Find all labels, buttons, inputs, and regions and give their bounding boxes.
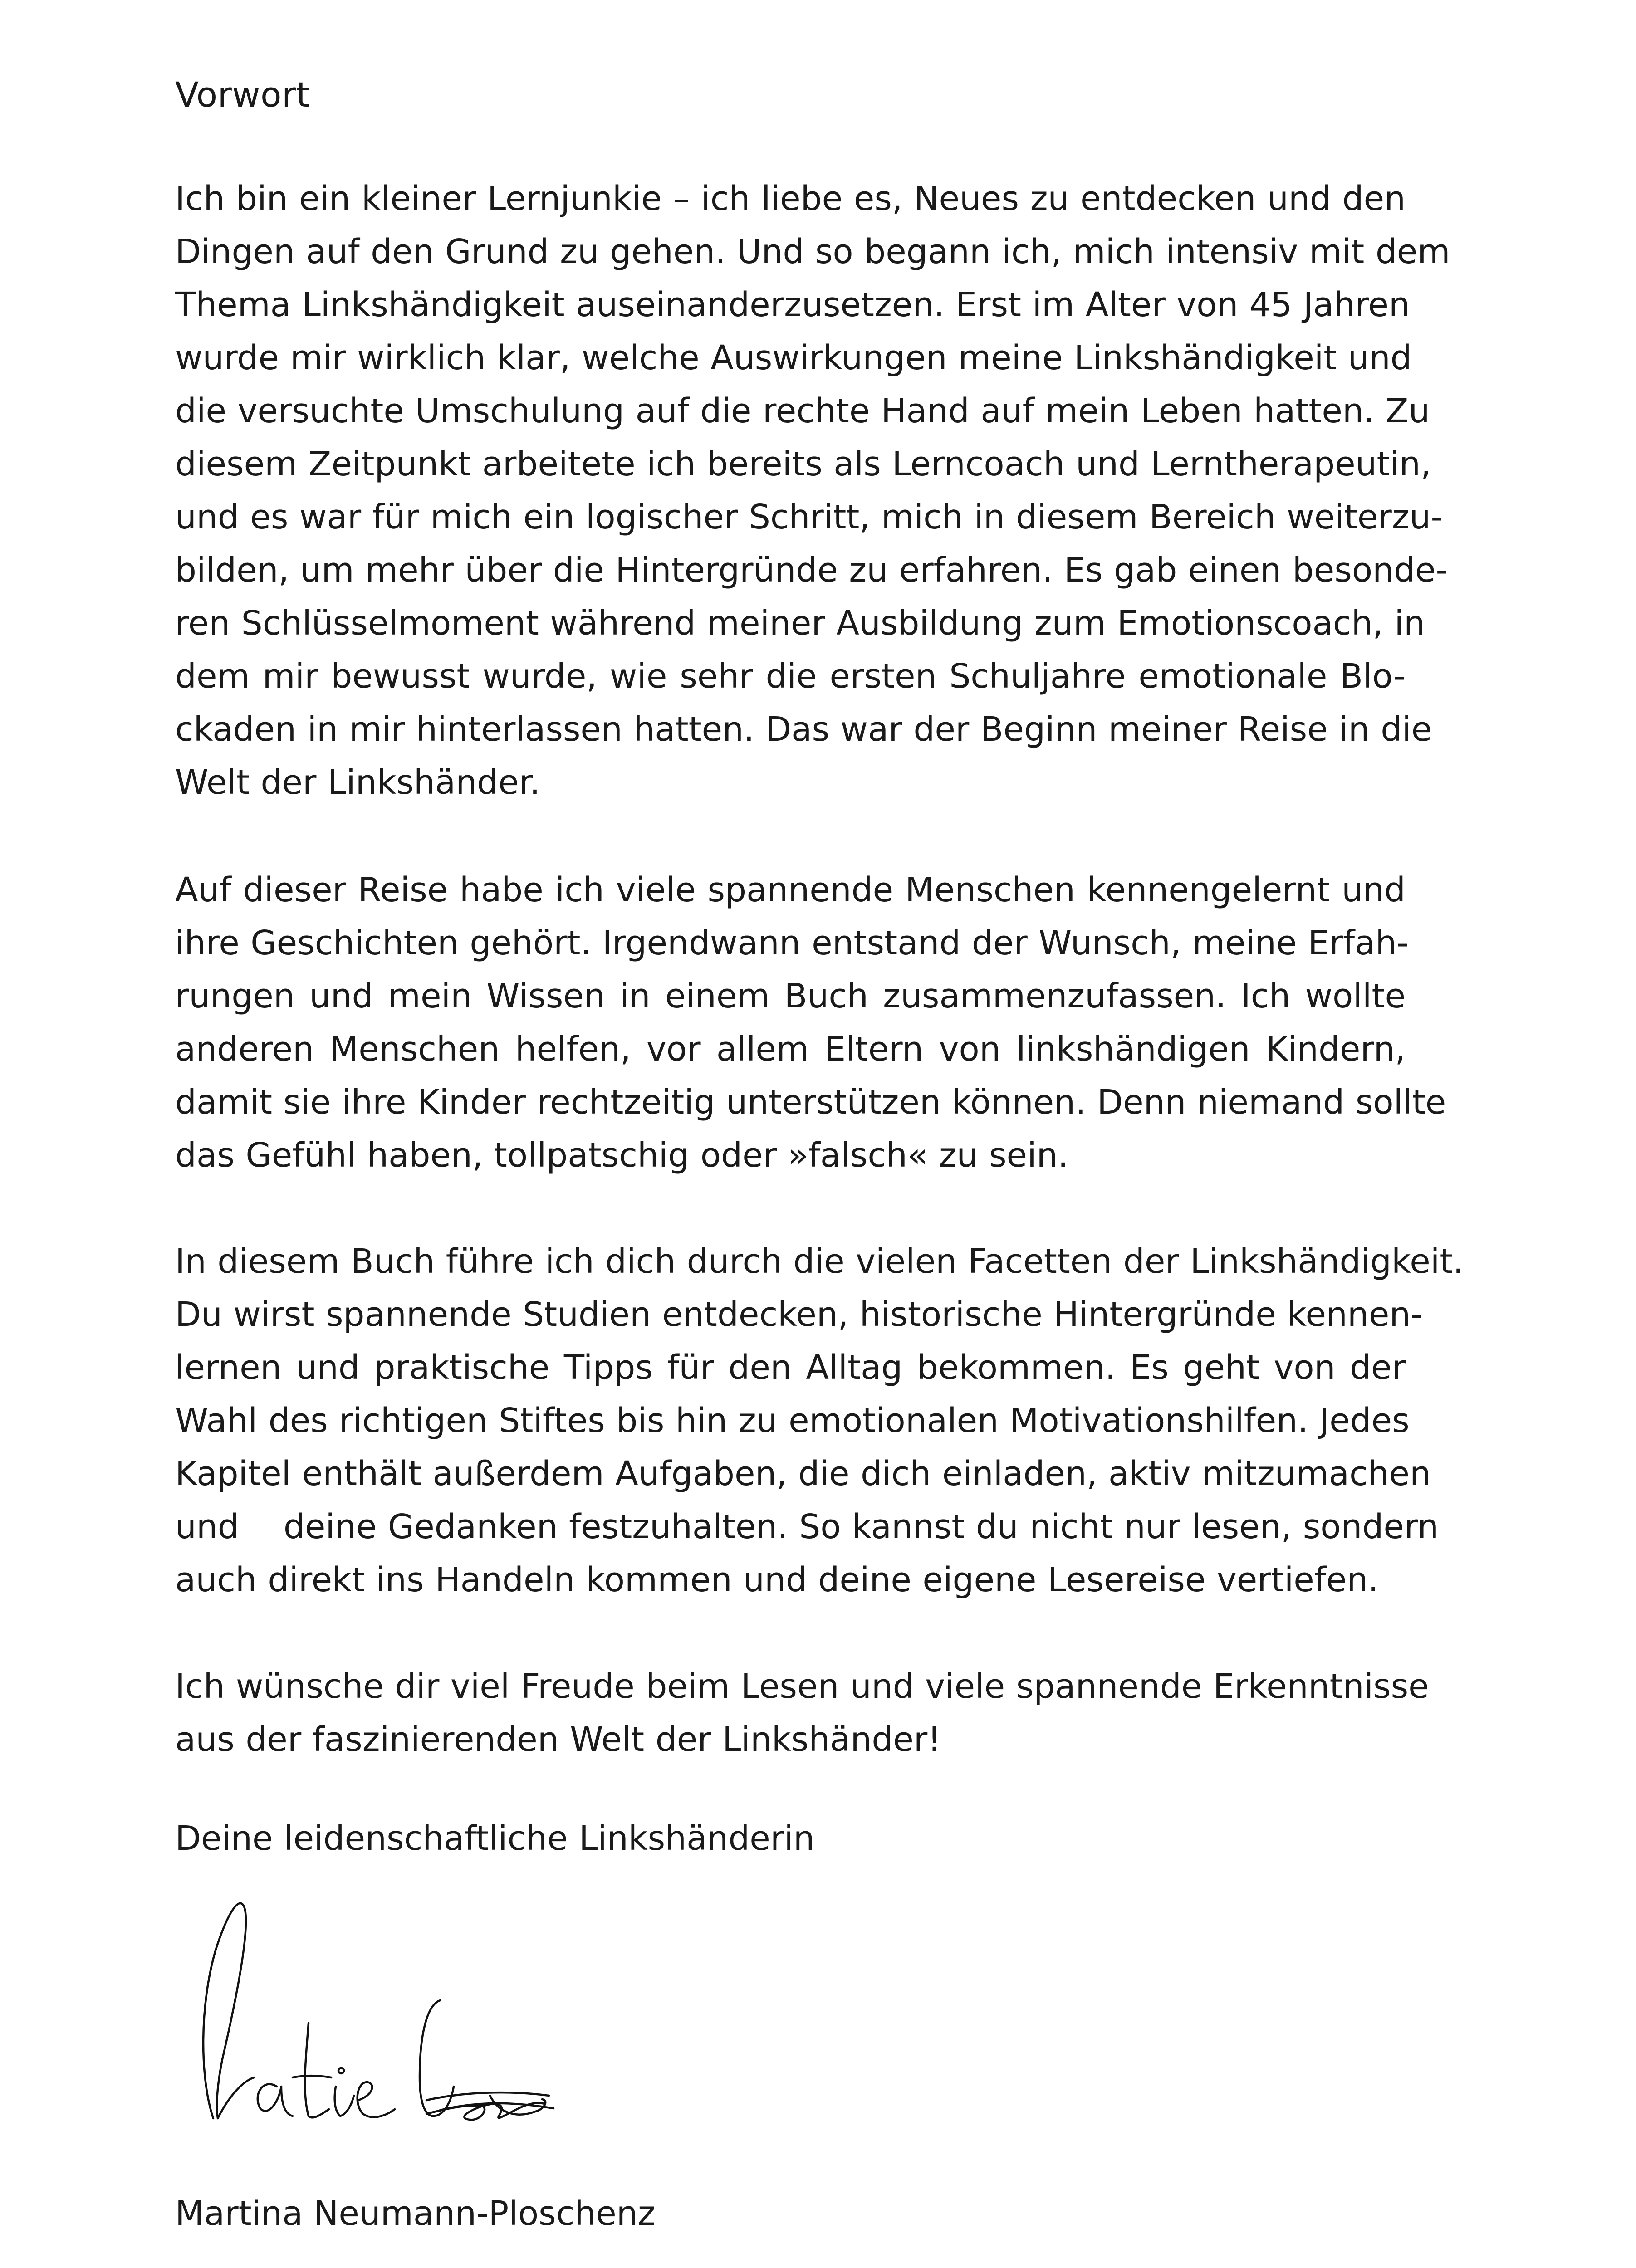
text-line: Kapitel enthält außerdem Aufgaben, die dich einladen, aktiv mitzumachen <box>175 1454 1431 1493</box>
paragraph-book-content <box>175 1235 1464 1607</box>
chapter-heading: Vorwort <box>175 74 310 115</box>
text-line: wurde mir wirklich klar, welche Auswirkungen meine Linkshändigkeit und <box>175 338 1412 377</box>
text-line: aus der faszinierenden Welt der Linkshänder! <box>175 1720 941 1759</box>
text-line: Ich bin ein kleiner Lernjunkie – ich liebe es, Neues zu entdecken und den <box>175 179 1406 218</box>
text-line: dem mir bewusst wurde, wie sehr die ersten Schuljahre emotionale Blo- <box>175 657 1406 696</box>
paragraph-intro <box>175 172 1450 809</box>
text-line: Thema Linkshändigkeit auseinanderzusetzen. Erst im Alter von 45 Jahren <box>175 285 1410 324</box>
author-name: Martina Neumann-Ploschenz <box>175 2194 656 2233</box>
text-line: ckaden in mir hinterlassen hatten. Das war der Beginn meiner Reise in die <box>175 710 1432 749</box>
text-line: das Gefühl haben, tollpatschig oder »falsch« zu sein. <box>175 1136 1069 1175</box>
paragraph-journey <box>175 864 1446 1182</box>
text-line: Auf dieser Reise habe ich viele spannende Menschen kennengelernt und <box>175 870 1406 909</box>
text-line: Du wirst spannende Studien entdecken, historische Hintergründe kennen- <box>175 1295 1423 1334</box>
text-line: damit sie ihre Kinder rechtzeitig unterstützen können. Denn niemand sollte <box>175 1083 1446 1122</box>
text-line: die versuchte Umschulung auf die rechte Hand auf mein Leben hatten. Zu <box>175 391 1430 430</box>
text-line: bilden, um mehr über die Hintergründe zu erfahren. Es gab einen besonde- <box>175 551 1448 590</box>
text-line: ihre Geschichten gehört. Irgendwann entstand der Wunsch, meine Erfah- <box>175 924 1409 963</box>
text-line: und es war für mich ein logischer Schritt, mich in diesem Bereich weiterzu- <box>175 498 1443 537</box>
closing-line <box>175 1812 1406 1865</box>
text-line: ren Schlüsselmoment während meiner Ausbildung zum Emotionscoach, in <box>175 604 1425 643</box>
text-line: anderen Menschen helfen, vor allem Eltern von linkshändigen Kindern, <box>175 1030 1406 1069</box>
text-line: Dingen auf den Grund zu gehen. Und so begann ich, mich intensiv mit dem <box>175 232 1450 271</box>
text-line: auch direkt ins Handeln kommen und deine eigene Lesereise vertiefen. <box>175 1560 1379 1599</box>
text-line: Welt der Linkshänder. <box>175 763 540 802</box>
text-line: Ich wünsche dir viel Freude beim Lesen und viele spannende Erkenntnisse <box>175 1667 1429 1706</box>
text-line: Deine leidenschaftliche Linkshänderin <box>175 1819 815 1858</box>
text-line: rungen und mein Wissen in einem Buch zusammenzufassen. Ich wollte <box>175 977 1406 1016</box>
text-line: lernen und praktische Tipps für den Alltag bekommen. Es geht von der <box>175 1348 1406 1387</box>
signature-icon <box>172 1887 599 2141</box>
text-line: Wahl des richtigen Stiftes bis hin zu emotionalen Motivationshilfen. Jedes <box>175 1401 1410 1440</box>
text-line: und deine Gedanken festzuhalten. So kannst du nicht nur lesen, sondern <box>175 1507 1439 1546</box>
paragraph-wishes <box>175 1660 1429 1766</box>
text-line: In diesem Buch führe ich dich durch die vielen Facetten der Linkshändigkeit. <box>175 1242 1464 1281</box>
text-line: diesem Zeitpunkt arbeitete ich bereits als Lerncoach und Lerntherapeutin, <box>175 445 1431 484</box>
